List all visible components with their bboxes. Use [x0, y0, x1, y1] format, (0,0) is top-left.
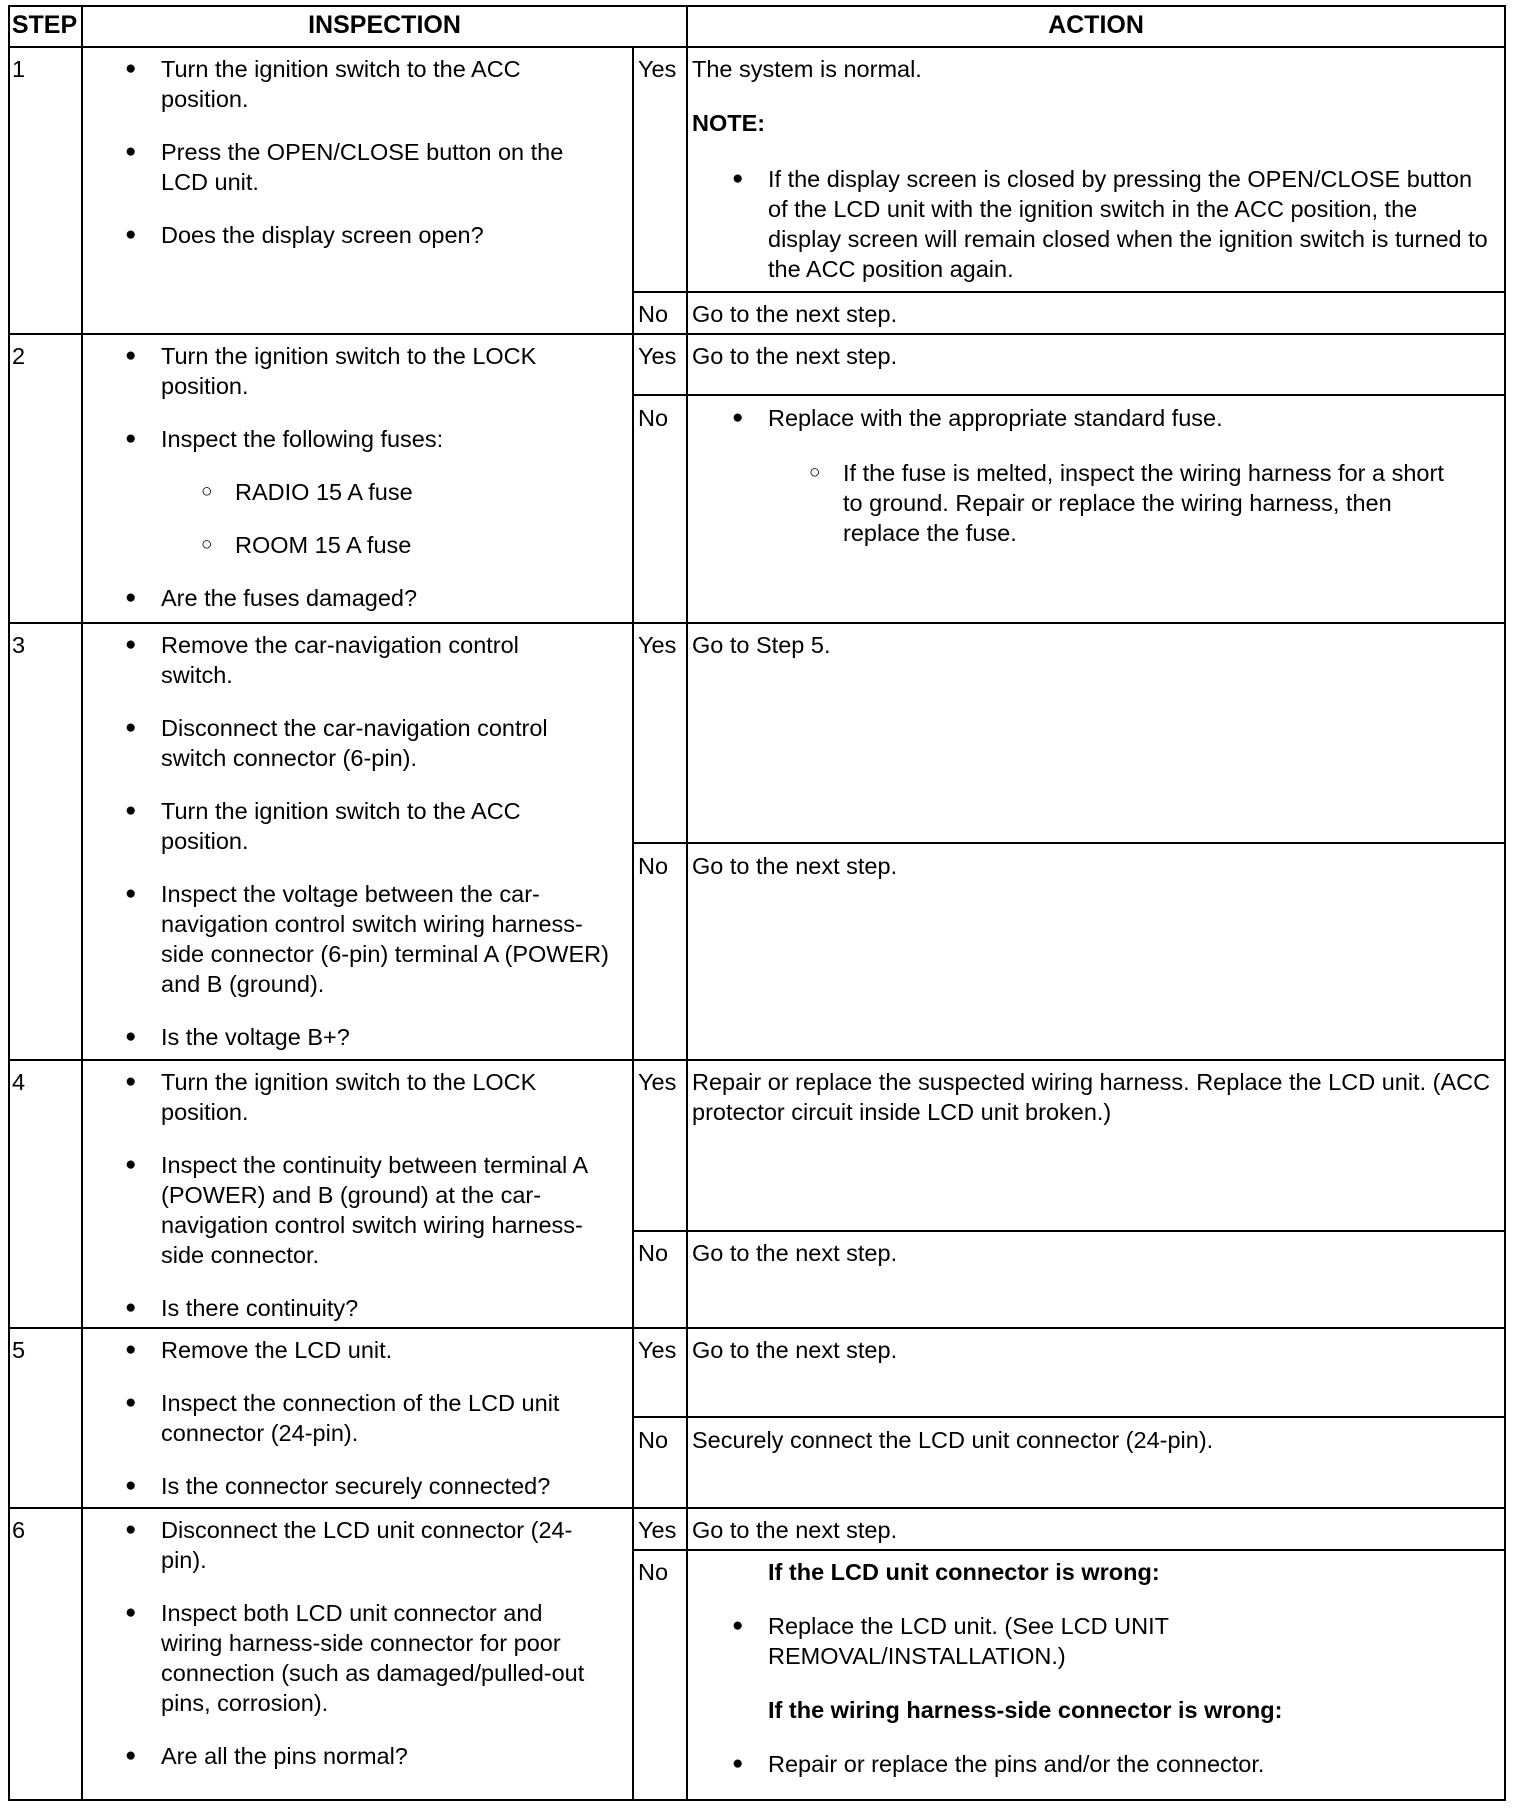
sub-list-item: ○ ROOM 15 A fuse	[201, 532, 412, 558]
list-item: ● Disconnect the LCD unit connector (24-pin).	[125, 1517, 573, 1573]
yes-no-divider	[632, 1230, 1506, 1232]
no-label: No	[638, 405, 669, 431]
step-number: 5	[12, 1337, 26, 1363]
table-border-right	[1504, 5, 1506, 1801]
table-border-bottom	[8, 1799, 1506, 1801]
row-divider	[8, 333, 1506, 335]
inspection-cell	[125, 1335, 611, 1501]
no-action: Securely connect the LCD unit connector (24-pin).	[692, 1427, 1214, 1453]
no-action	[692, 1557, 1492, 1779]
step-number: 6	[12, 1517, 26, 1543]
step-number: 3	[12, 632, 26, 658]
no-label: No	[638, 853, 669, 879]
yes-action: Go to Step 5.	[692, 632, 831, 658]
no-action	[692, 403, 1492, 548]
no-label: No	[638, 1240, 669, 1266]
list-item: ● Is the connector securely connected?	[125, 1473, 551, 1499]
yes-label: Yes	[638, 343, 677, 369]
yes-label: Yes	[638, 632, 677, 658]
list-item: ● Is there continuity?	[125, 1295, 359, 1321]
header-inspection: INSPECTION	[308, 11, 461, 39]
list-item: ● Turn the ignition switch to the ACC position.	[125, 56, 521, 112]
step-number: 1	[12, 56, 26, 82]
header-action: ACTION	[1048, 11, 1144, 39]
no-label: No	[638, 1427, 669, 1453]
sub-list-item: ○ RADIO 15 A fuse	[201, 479, 413, 505]
list-item: ● Are the fuses damaged?	[125, 585, 418, 611]
row-divider	[8, 1507, 1506, 1509]
list-item: ● Inspect the following fuses:	[125, 426, 444, 452]
yes-action: Go to the next step.	[692, 343, 898, 369]
yes-no-divider	[632, 842, 1506, 844]
inspection-cell	[125, 341, 601, 613]
list-item: ● Replace the LCD unit. (See LCD UNIT REMOVAL/INSTALLATION.)	[732, 1613, 1169, 1669]
yes-label: Yes	[638, 1337, 677, 1363]
table-border-left	[8, 5, 10, 1801]
row-divider	[8, 1059, 1506, 1061]
note-item: ● If the display screen is closed by pressing the OPEN/CLOSE button of the LCD unit with the ignition switch in the ACC position, the display screen will remain closed when the ignition switch is turned to the ACC position again.	[732, 166, 1488, 282]
yes-label: Yes	[638, 1517, 677, 1543]
action-column-divider	[686, 5, 688, 1801]
list-item: ● Disconnect the car-navigation control switch connector (6-pin).	[125, 715, 548, 771]
inspection-column-divider	[632, 46, 634, 1801]
yes-action: Repair or replace the suspected wiring harness. Replace the LCD unit. (ACC protector circuit inside LCD unit broken.)	[692, 1069, 1491, 1125]
inspection-cell	[125, 630, 611, 1052]
list-item: ● Are all the pins normal?	[125, 1743, 408, 1769]
no-action: Go to the next step.	[692, 1240, 898, 1266]
step-column-divider	[81, 5, 83, 1801]
step-number: 4	[12, 1069, 26, 1095]
step-number: 2	[12, 343, 26, 369]
inspection-cell	[125, 54, 601, 250]
yes-label: Yes	[638, 56, 677, 82]
no-label: No	[638, 301, 669, 327]
list-item: ● Press the OPEN/CLOSE button on the LCD unit.	[125, 139, 564, 195]
yes-action: Go to the next step.	[692, 1337, 898, 1363]
header-divider	[8, 46, 1506, 48]
list-item: ● Replace with the appropriate standard fuse.	[732, 405, 1223, 431]
list-item: ● Is the voltage B+?	[125, 1024, 350, 1050]
no-action: Go to the next step.	[692, 301, 898, 327]
yes-no-divider	[632, 291, 1506, 293]
yes-no-divider	[632, 394, 1506, 396]
list-item: ● Does the display screen open?	[125, 222, 484, 248]
list-item: ● Remove the LCD unit.	[125, 1337, 393, 1363]
row-divider	[8, 1327, 1506, 1329]
sub-list-item: ○ If the fuse is melted, inspect the wiring harness for a short to ground. Repair or replace the wiring harness, then replace the fuse.	[809, 460, 1444, 546]
list-item: ● Inspect the continuity between terminal A (POWER) and B (ground) at the car-navigation control switch wiring harness-side connector.	[125, 1152, 587, 1268]
yes-no-divider	[632, 1549, 1506, 1551]
yes-no-divider	[632, 1416, 1506, 1418]
inspection-cell	[125, 1515, 611, 1771]
list-item: ● Inspect the voltage between the car-navigation control switch wiring harness-side connector (6-pin) terminal A (POWER) and B (ground).	[125, 881, 609, 997]
list-item: ● Turn the ignition switch to the LOCK position.	[125, 343, 537, 399]
row-divider	[8, 622, 1506, 624]
list-item: ● Inspect the connection of the LCD unit connector (24-pin).	[125, 1390, 560, 1446]
list-item: ● Turn the ignition switch to the ACC position.	[125, 798, 521, 854]
list-item: ● Turn the ignition switch to the LOCK position.	[125, 1069, 537, 1125]
no-action: Go to the next step.	[692, 853, 898, 879]
diagnostic-table	[8, 5, 1506, 1801]
condition-heading: If the wiring harness-side connector is wrong:	[768, 1697, 1283, 1723]
note-label: NOTE:	[692, 110, 766, 136]
condition-heading: If the LCD unit connector is wrong:	[768, 1559, 1160, 1585]
no-label: No	[638, 1559, 669, 1585]
list-item: ● Repair or replace the pins and/or the connector.	[732, 1751, 1265, 1777]
list-item: ● Remove the car-navigation control switch.	[125, 632, 519, 688]
list-item: ● Inspect both LCD unit connector and wiring harness-side connector for poor connection (such as damaged/pulled-out pins, corrosion).	[125, 1600, 585, 1716]
inspection-cell	[125, 1067, 611, 1323]
header-step: STEP	[11, 11, 78, 39]
yes-label: Yes	[638, 1069, 677, 1095]
table-border-top	[8, 5, 1506, 7]
yes-action: Go to the next step.	[692, 1517, 898, 1543]
yes-action: The system is normal. NOTE: ● If the display screen is closed by pressing the OPEN/CLOSE button of the LCD unit with the ignition switch in the ACC position, the display screen will remain closed when the ignition switch is turned to the ACC position again.	[692, 54, 1492, 284]
